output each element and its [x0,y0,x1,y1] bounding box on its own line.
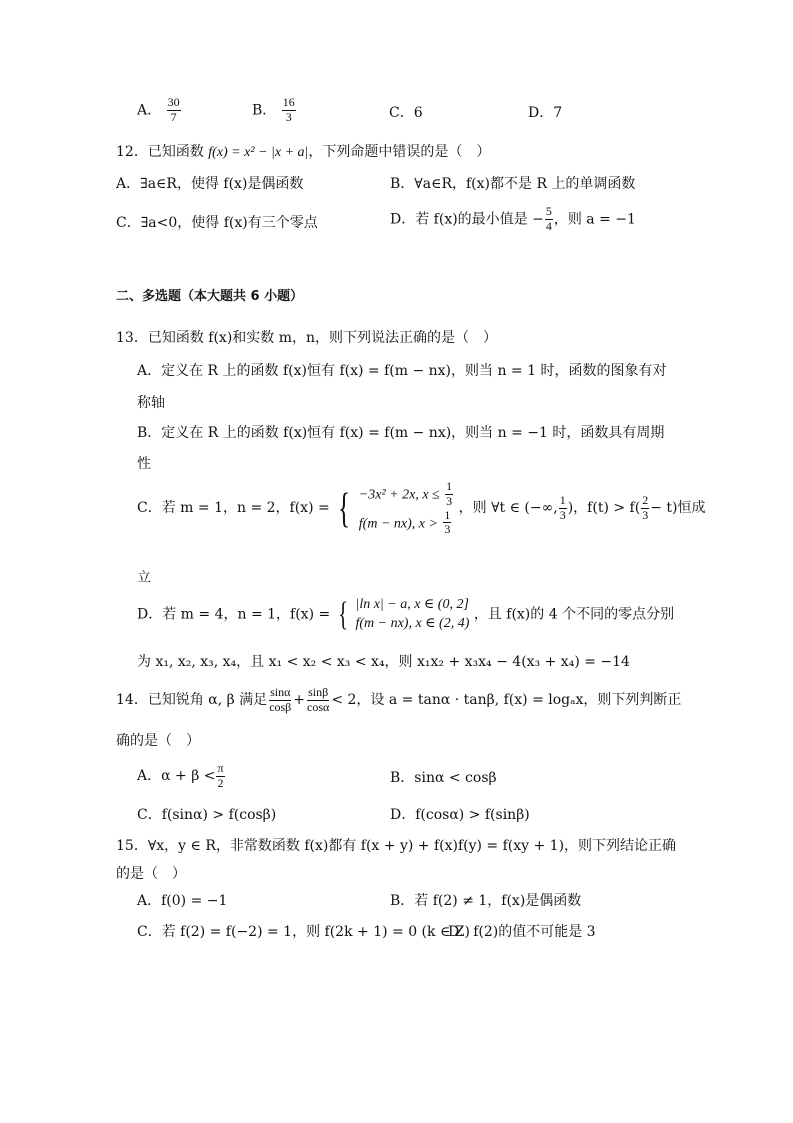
q13-option-c-case2 [359,509,454,538]
q12-option-d [390,205,636,234]
q12-option-d-post: ，则 a = −1 [553,211,636,228]
q11-option-c [389,105,423,122]
q15-stem-line2: 的是（ ） [116,866,186,882]
q14-stem-pre: 已知锐角 α, β 满足 [147,691,268,708]
q14-option-a-denominator: 2 [217,775,224,790]
q13-option-c-arg-denominator: 3 [642,508,649,523]
q12-option-d-fraction [545,205,553,234]
q14-number: 14． [116,691,148,708]
q12-stem-pre: 已知函数 [147,144,204,160]
q11-option-b-denominator: 3 [285,109,292,124]
q14-option-d: D．f(cosα) > f(sinβ) [390,807,530,823]
q12-option-d-denominator: 4 [545,218,552,233]
q11-option-b-numerator: 16 [282,95,295,109]
q13-option-c-interval-denominator: 3 [559,508,566,523]
q13-option-c-case1 [359,480,454,509]
q13-option-d-brace: { [337,595,348,633]
q15-option-d: D．f(2)的值不可能是 3 [448,924,596,940]
q13-option-a-line1: A．定义在 R 上的函数 f(x)恒有 f(x) = f(m − nx)，则当 n = 1 时，函数的图象有对 [137,363,667,379]
q13-option-b-line1: B．定义在 R 上的函数 f(x)恒有 f(x) = f(m − nx)，则当 n = −1 时，函数具有周期 [137,425,665,441]
q14-fraction-2-numerator: sinβ [308,685,329,699]
q13-option-c-case2-expr: f(m − nx), x > [358,515,438,531]
q11-option-b-label: B． [252,102,277,119]
q13-option-c-interval-numerator: 1 [559,493,566,508]
q14-option-b: B．sinα < cosβ [390,770,497,786]
q13-option-c [137,480,705,537]
q11-option-d [528,105,562,122]
q13-option-c-case1-numerator: 1 [446,479,453,493]
q13-option-c-case1-denominator: 3 [446,493,453,508]
q13-option-c-line2: 立 [137,570,151,586]
q13-option-c-case1-fraction [445,480,453,509]
q13-option-c-mid: ，则 ∀t ∈ (−∞, [458,500,558,517]
q13-option-c-post: − t)恒成 [650,500,706,517]
q11-option-d-label: D． [528,105,554,121]
q13-option-c-case2-numerator: 1 [444,507,451,522]
q11-option-c-value: 6 [413,105,423,121]
q13-option-d [137,596,674,634]
q14-option-a-numerator: π [217,761,224,775]
q13-option-d-pre: D．若 m = 4，n = 1，f(x) = [137,606,331,623]
q12-option-c: C．∃a<0，使得 f(x)有三个零点 [116,215,318,231]
q11-option-c-label: C． [389,105,414,121]
q11-option-a [137,96,182,125]
q14-stem [116,686,681,715]
q15-stem-text: ∀x，y ∈ R，非常数函数 f(x)都有 f(x + y) + f(x)f(y) = f(xy + 1)，则下列结论正确 [147,838,677,854]
q15-option-b: B．若 f(2) ≠ 1，f(x)是偶函数 [390,893,582,909]
q14-fraction-2 [306,686,330,715]
q12-option-d-pre: D．若 f(x)的最小值是 − [390,211,544,228]
q14-option-a [137,762,226,791]
q11-option-a-denominator: 7 [170,109,177,124]
q14-fraction-1 [268,686,292,715]
q14-stem-line2: 确的是（ ） [116,733,200,749]
q13-option-c-brace: { [338,485,351,532]
q13-option-c-mid2: )，f(t) > f( [567,500,641,517]
q12-stem-post: ，下列命题中错误的是（ ） [308,144,491,160]
q13-option-c-pre: C．若 m = 1，n = 2，f(x) = [137,500,330,517]
q12-option-b: B．∀a∈R，f(x)都不是 R 上的单调函数 [390,176,636,192]
q11-option-b-fraction [282,96,296,125]
q13-option-c-piecewise [359,480,454,537]
q14-fraction-1-denominator: cosβ [269,699,292,714]
q12-stem-math: f(x) = x² − |x + a| [208,145,309,160]
section-heading: 二、多选题（本大题共 6 小题） [116,289,304,304]
q15-number: 15． [116,838,148,854]
q15-option-c: C．若 f(2) = f(−2) = 1，则 f(2k + 1) = 0 (k ∈ Z) [137,924,470,940]
q13-option-c-interval-fraction [559,494,567,523]
q11-option-a-fraction [167,96,181,125]
q11-option-a-numerator: 30 [167,95,180,109]
q14-fraction-2-denominator: cosα [307,699,330,714]
q13-option-c-case2-denominator: 3 [444,522,451,537]
q12-number: 12． [116,144,148,160]
q13-number: 13． [116,330,148,346]
q12-option-d-numerator: 5 [545,204,552,218]
q12-option-a: A．∃a∈R，使得 f(x)是偶函数 [116,176,304,192]
q13-option-a-line2: 称轴 [137,395,165,411]
q13-option-d-piecewise [355,596,469,634]
q13-option-c-case1-expr: −3x² + 2x, x ≤ [358,487,440,503]
q11-option-d-value: 7 [553,105,563,121]
q14-fraction-1-numerator: sinα [270,685,291,699]
q11-option-a-label: A． [137,102,162,119]
q13-option-d-post: ，且 f(x)的 4 个不同的零点分别 [473,606,675,623]
q13-option-b-line2: 性 [137,456,151,472]
q13-option-d-line2: 为 x₁, x₂, x₃, x₄，且 x₁ < x₂ < x₃ < x₄，则 x₁x₂ + x₃x₄ − 4(x₃ + x₄) = −14 [137,654,630,670]
q14-stem-post: < 2，设 a = tanα · tanβ, f(x) = logₐx，则下列判断正 [331,691,682,708]
q15-option-a: A．f(0) = −1 [137,893,228,909]
q13-option-c-arg-fraction [641,494,649,523]
q13-option-c-case2-fraction [443,509,451,538]
q13-stem [116,330,497,347]
q14-plus: + [293,691,306,708]
q13-option-c-arg-numerator: 2 [642,493,649,508]
q14-option-c: C．f(sinα) > f(cosβ) [137,807,277,823]
q11-option-b [252,96,297,125]
q13-option-d-case2: f(m − nx), x ∈ (2, 4) [355,615,470,631]
q13-stem-text: 已知函数 f(x)和实数 m，n，则下列说法正确的是（ ） [147,330,498,346]
q13-option-d-case1: |ln x| − a, x ∈ (0, 2] [355,597,469,612]
q14-option-a-pre: A．α + β < [137,767,216,784]
q14-option-a-fraction [216,762,224,791]
q15-stem [116,838,676,855]
q12-stem [116,144,490,162]
